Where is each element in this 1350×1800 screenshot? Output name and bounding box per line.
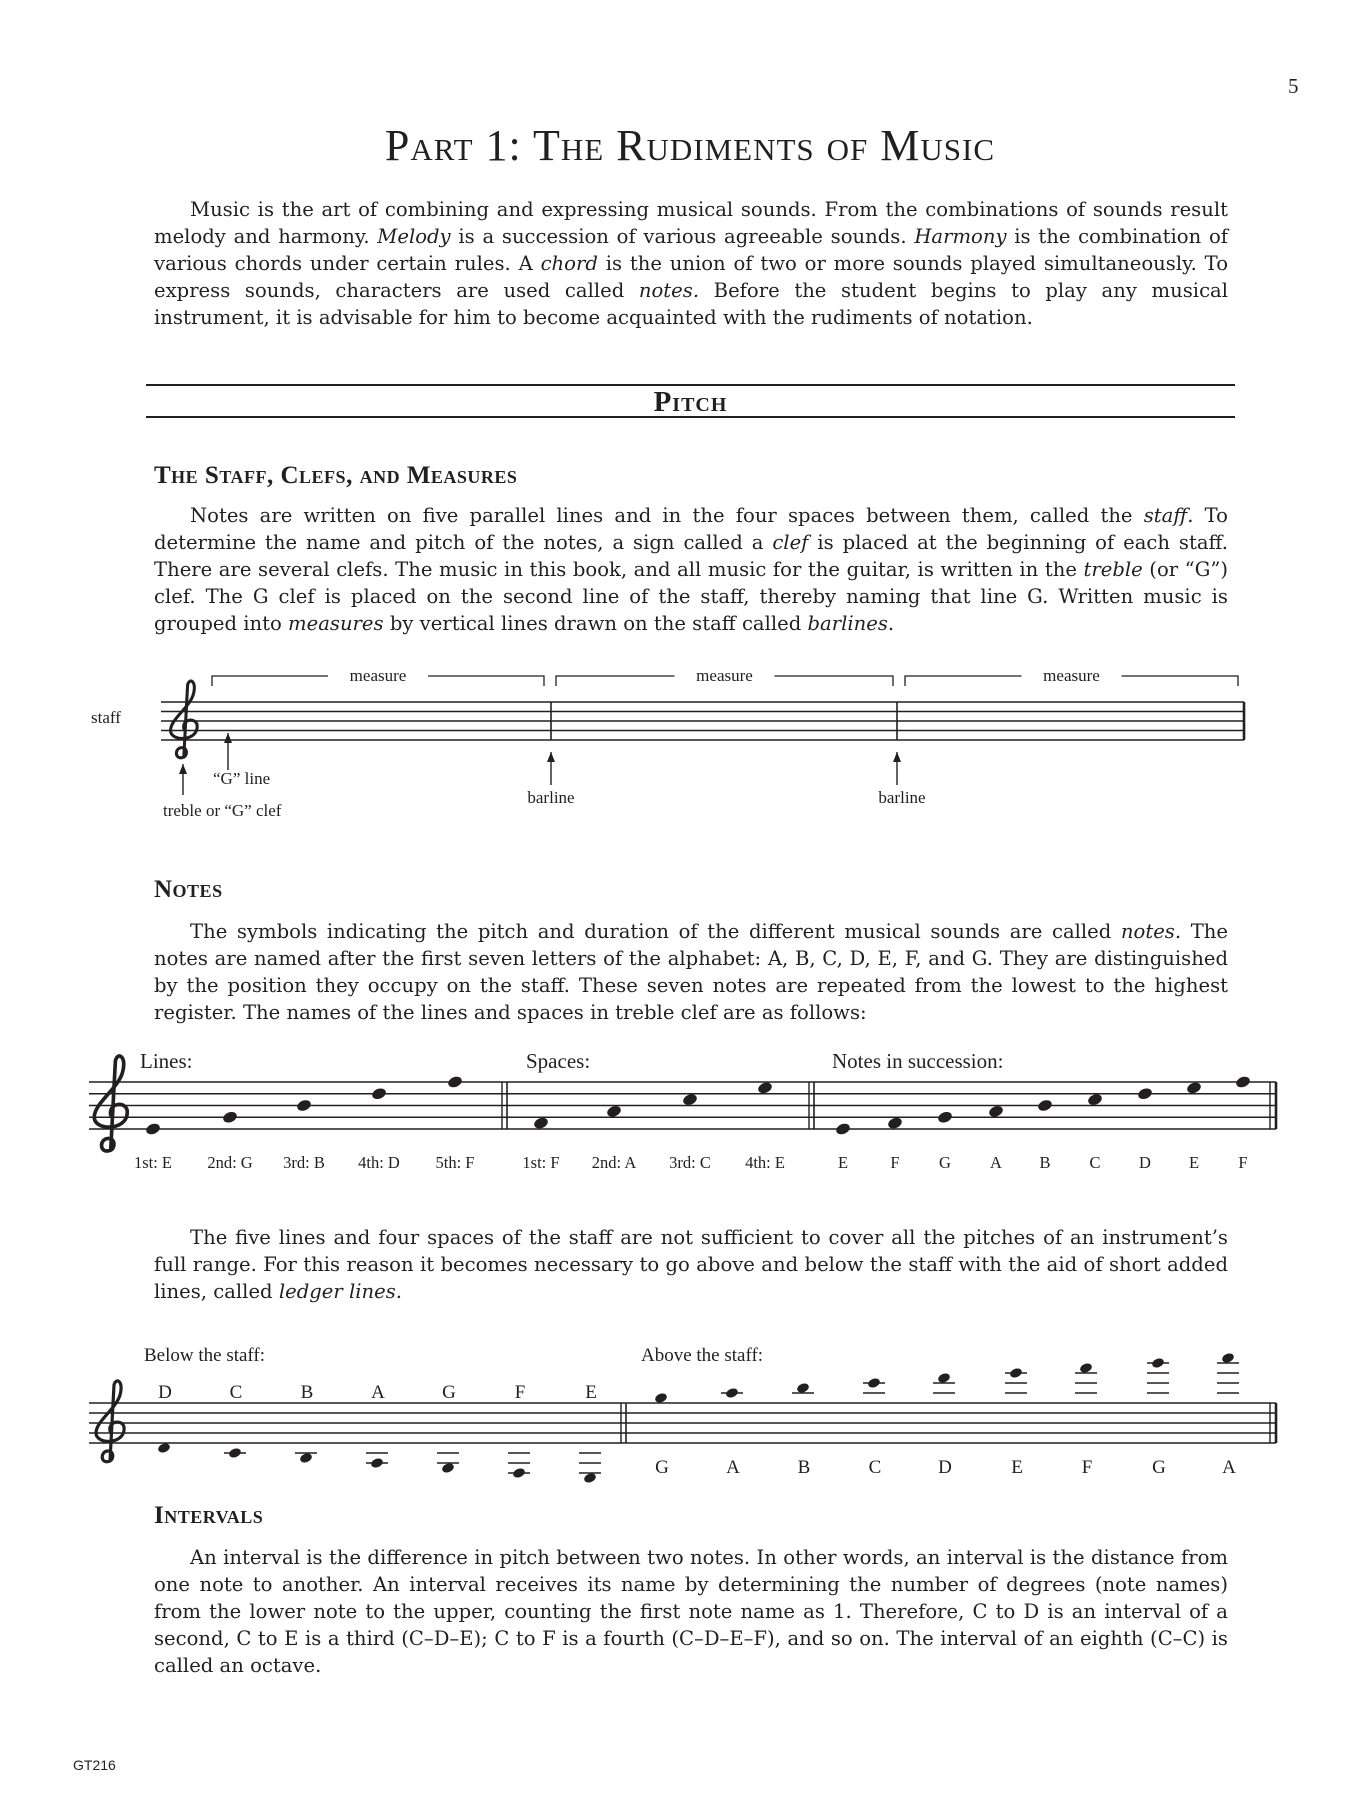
note-name-label: 1st: E <box>133 1153 173 1172</box>
note-name-label: 1st: F <box>522 1153 560 1172</box>
notehead <box>1037 1098 1054 1112</box>
notehead <box>512 1467 526 1479</box>
text: The five lines and four spaces of the staff are not sufficient to cover all the pitches of an instrument’s full range. For this reason it becomes necessary to go above and below the staff with the aid of short added lines, called <box>154 1226 1228 1303</box>
note-name-label: F <box>1081 1457 1093 1478</box>
note-name-label: G <box>939 1153 951 1172</box>
notehead <box>1009 1367 1023 1379</box>
note-name-label: D <box>158 1382 172 1403</box>
term-notes: notes. <box>1120 920 1182 943</box>
text: The symbols indicating the pitch and duration of the different musical sounds are called <box>190 920 1121 943</box>
text: by vertical lines drawn on the staff called <box>383 612 808 635</box>
note-name-label: G <box>655 1457 669 1478</box>
notehead <box>988 1104 1005 1118</box>
note-name-label: 2nd: G <box>207 1153 253 1172</box>
notehead <box>682 1092 699 1106</box>
notehead <box>1186 1081 1203 1095</box>
treble-clef-icon <box>96 1381 124 1462</box>
text: is a succession of various agreeable sounds. <box>450 225 915 248</box>
note-name-label: F <box>514 1382 526 1403</box>
note-name-label: A <box>990 1153 1002 1172</box>
group-label: Notes in succession: <box>832 1049 1004 1073</box>
barline-label: barline <box>527 788 575 807</box>
note-name-label: D <box>1139 1153 1151 1172</box>
notehead <box>887 1116 904 1130</box>
note-name-label: F <box>1238 1153 1248 1172</box>
note-name-label: F <box>890 1153 900 1172</box>
note-name-label: E <box>585 1382 597 1403</box>
group-label: Spaces: <box>526 1049 591 1073</box>
arrow-head-icon <box>224 733 232 743</box>
term-harmony: Harmony <box>914 225 1007 248</box>
note-name-label: 4th: E <box>745 1153 785 1172</box>
g-line-label: “G” line <box>213 769 271 788</box>
note-name-label: A <box>371 1382 385 1403</box>
intervals-text: An interval is the difference in pitch between two notes. In other words, an interval is the distance from one note to another. An interval receives its name by determining the number of degrees (note names) from the lower note to the upper, counting the first note name as 1. Therefore, C to D is an interval of a second, C to E is a third (C–D–E); C to F is a fourth (C–D–E–F), and so on. The interval of an eighth (C–C) is called an octave. <box>154 1546 1228 1677</box>
group-label: Lines: <box>140 1049 193 1073</box>
heading-intervals: Intervals <box>154 1502 264 1529</box>
section-title: Pitch <box>653 386 728 418</box>
text: . <box>887 612 895 635</box>
arrow-head-icon <box>179 764 187 774</box>
note-name-label: B <box>1039 1153 1051 1172</box>
arrow-head-icon <box>547 752 555 762</box>
notehead <box>757 1081 774 1095</box>
measure-label: measure <box>1043 666 1100 685</box>
arrow-head-icon <box>893 752 901 762</box>
text: To determine the name and pitch of the notes, a sign called a <box>154 504 1228 554</box>
note-name-label: E <box>1011 1457 1023 1478</box>
note-name-label: A <box>726 1457 740 1478</box>
notehead <box>835 1122 852 1136</box>
note-name-label: 4th: D <box>358 1153 400 1172</box>
treble-clef-icon <box>94 1056 127 1151</box>
note-name-label: 5th: F <box>435 1153 475 1172</box>
text: (or “G”) clef. The G clef is placed on the second line of the staff, thereby naming that line G. Written music is grouped into <box>154 558 1229 635</box>
measure-label: measure <box>696 666 753 685</box>
term-clef: clef <box>772 531 809 554</box>
notehead <box>1235 1075 1252 1089</box>
notehead <box>296 1098 313 1112</box>
notehead <box>1151 1357 1165 1369</box>
term-chord: chord <box>540 252 598 275</box>
group-label: Above the staff: <box>641 1345 764 1366</box>
measure-label: measure <box>349 666 407 685</box>
note-name-label: B <box>300 1382 314 1403</box>
notehead <box>447 1075 464 1089</box>
notehead <box>606 1104 623 1118</box>
text: is the union of two or more sounds played simultaneously. To express sounds, characters are used called <box>154 252 1228 302</box>
note-name-label: B <box>797 1457 811 1478</box>
notehead <box>222 1110 239 1124</box>
notehead <box>370 1457 384 1469</box>
barline-label: barline <box>878 788 926 807</box>
term-notes: notes. <box>638 279 700 302</box>
notehead <box>371 1087 388 1101</box>
heading-notes: Notes <box>154 876 223 903</box>
text: is placed at the beginning of each staff. There are several clefs. The music in this book, and all music for the guitar, is written in the <box>154 531 1228 581</box>
page-number: 5 <box>1288 74 1299 98</box>
term-treble: treble <box>1083 558 1143 581</box>
text: Before the student begins to play any musical instrument, it is advisable for him to become acquainted with the rudiments of notation. <box>154 279 1228 329</box>
group-label: Below the staff: <box>144 1345 266 1366</box>
notehead <box>1137 1087 1154 1101</box>
note-name-label: 3rd: B <box>283 1153 325 1172</box>
term-barlines: barlines <box>807 612 888 635</box>
footer-code: GT216 <box>73 1757 116 1773</box>
term-melody: Melody <box>377 225 451 248</box>
note-name-label: C <box>1089 1153 1101 1172</box>
term-ledger-lines: ledger lines. <box>278 1280 402 1303</box>
notehead <box>867 1377 881 1389</box>
note-name-label: 3rd: C <box>669 1153 711 1172</box>
note-name-label: C <box>229 1382 243 1403</box>
note-name-label: A <box>1222 1457 1236 1478</box>
clef-label: treble or “G” clef <box>163 801 282 820</box>
notehead <box>533 1116 550 1130</box>
term-measures: measures <box>288 612 384 635</box>
staff-label: staff <box>91 708 121 727</box>
notehead <box>145 1122 162 1136</box>
note-name-label: G <box>1152 1457 1166 1478</box>
notehead <box>937 1110 954 1124</box>
note-name-label: E <box>1188 1153 1200 1172</box>
page-title: Part 1: The Rudiments of Music <box>384 121 996 170</box>
treble-clef-icon <box>171 681 198 758</box>
heading-staff-clefs-measures: The Staff, Clefs, and Measures <box>154 462 518 489</box>
text: Music is the art of combining and expressing musical sounds. From the combinations of sounds result melody and harmony. <box>154 198 1228 248</box>
text: is the combination of various chords under certain rules. A <box>154 225 1228 275</box>
note-name-label: D <box>938 1457 952 1478</box>
note-name-label: 2nd: A <box>591 1153 637 1172</box>
notehead <box>1087 1092 1104 1106</box>
note-name-label: G <box>442 1382 456 1403</box>
text: Notes are written on five parallel lines and in the four spaces between them, called the <box>190 504 1144 527</box>
notehead <box>228 1447 242 1459</box>
term-staff: staff. <box>1143 504 1194 527</box>
note-name-label: E <box>837 1153 849 1172</box>
note-name-label: C <box>868 1457 882 1478</box>
notehead <box>725 1387 739 1399</box>
text: The notes are named after the first seven letters of the alphabet: A, B, C, D, E, F, and G. They are distinguished by the position they occupy on the staff. These seven notes are repeated from the lowest to the highest register. The names of the lines and spaces in treble clef are as follows: <box>154 920 1228 1024</box>
